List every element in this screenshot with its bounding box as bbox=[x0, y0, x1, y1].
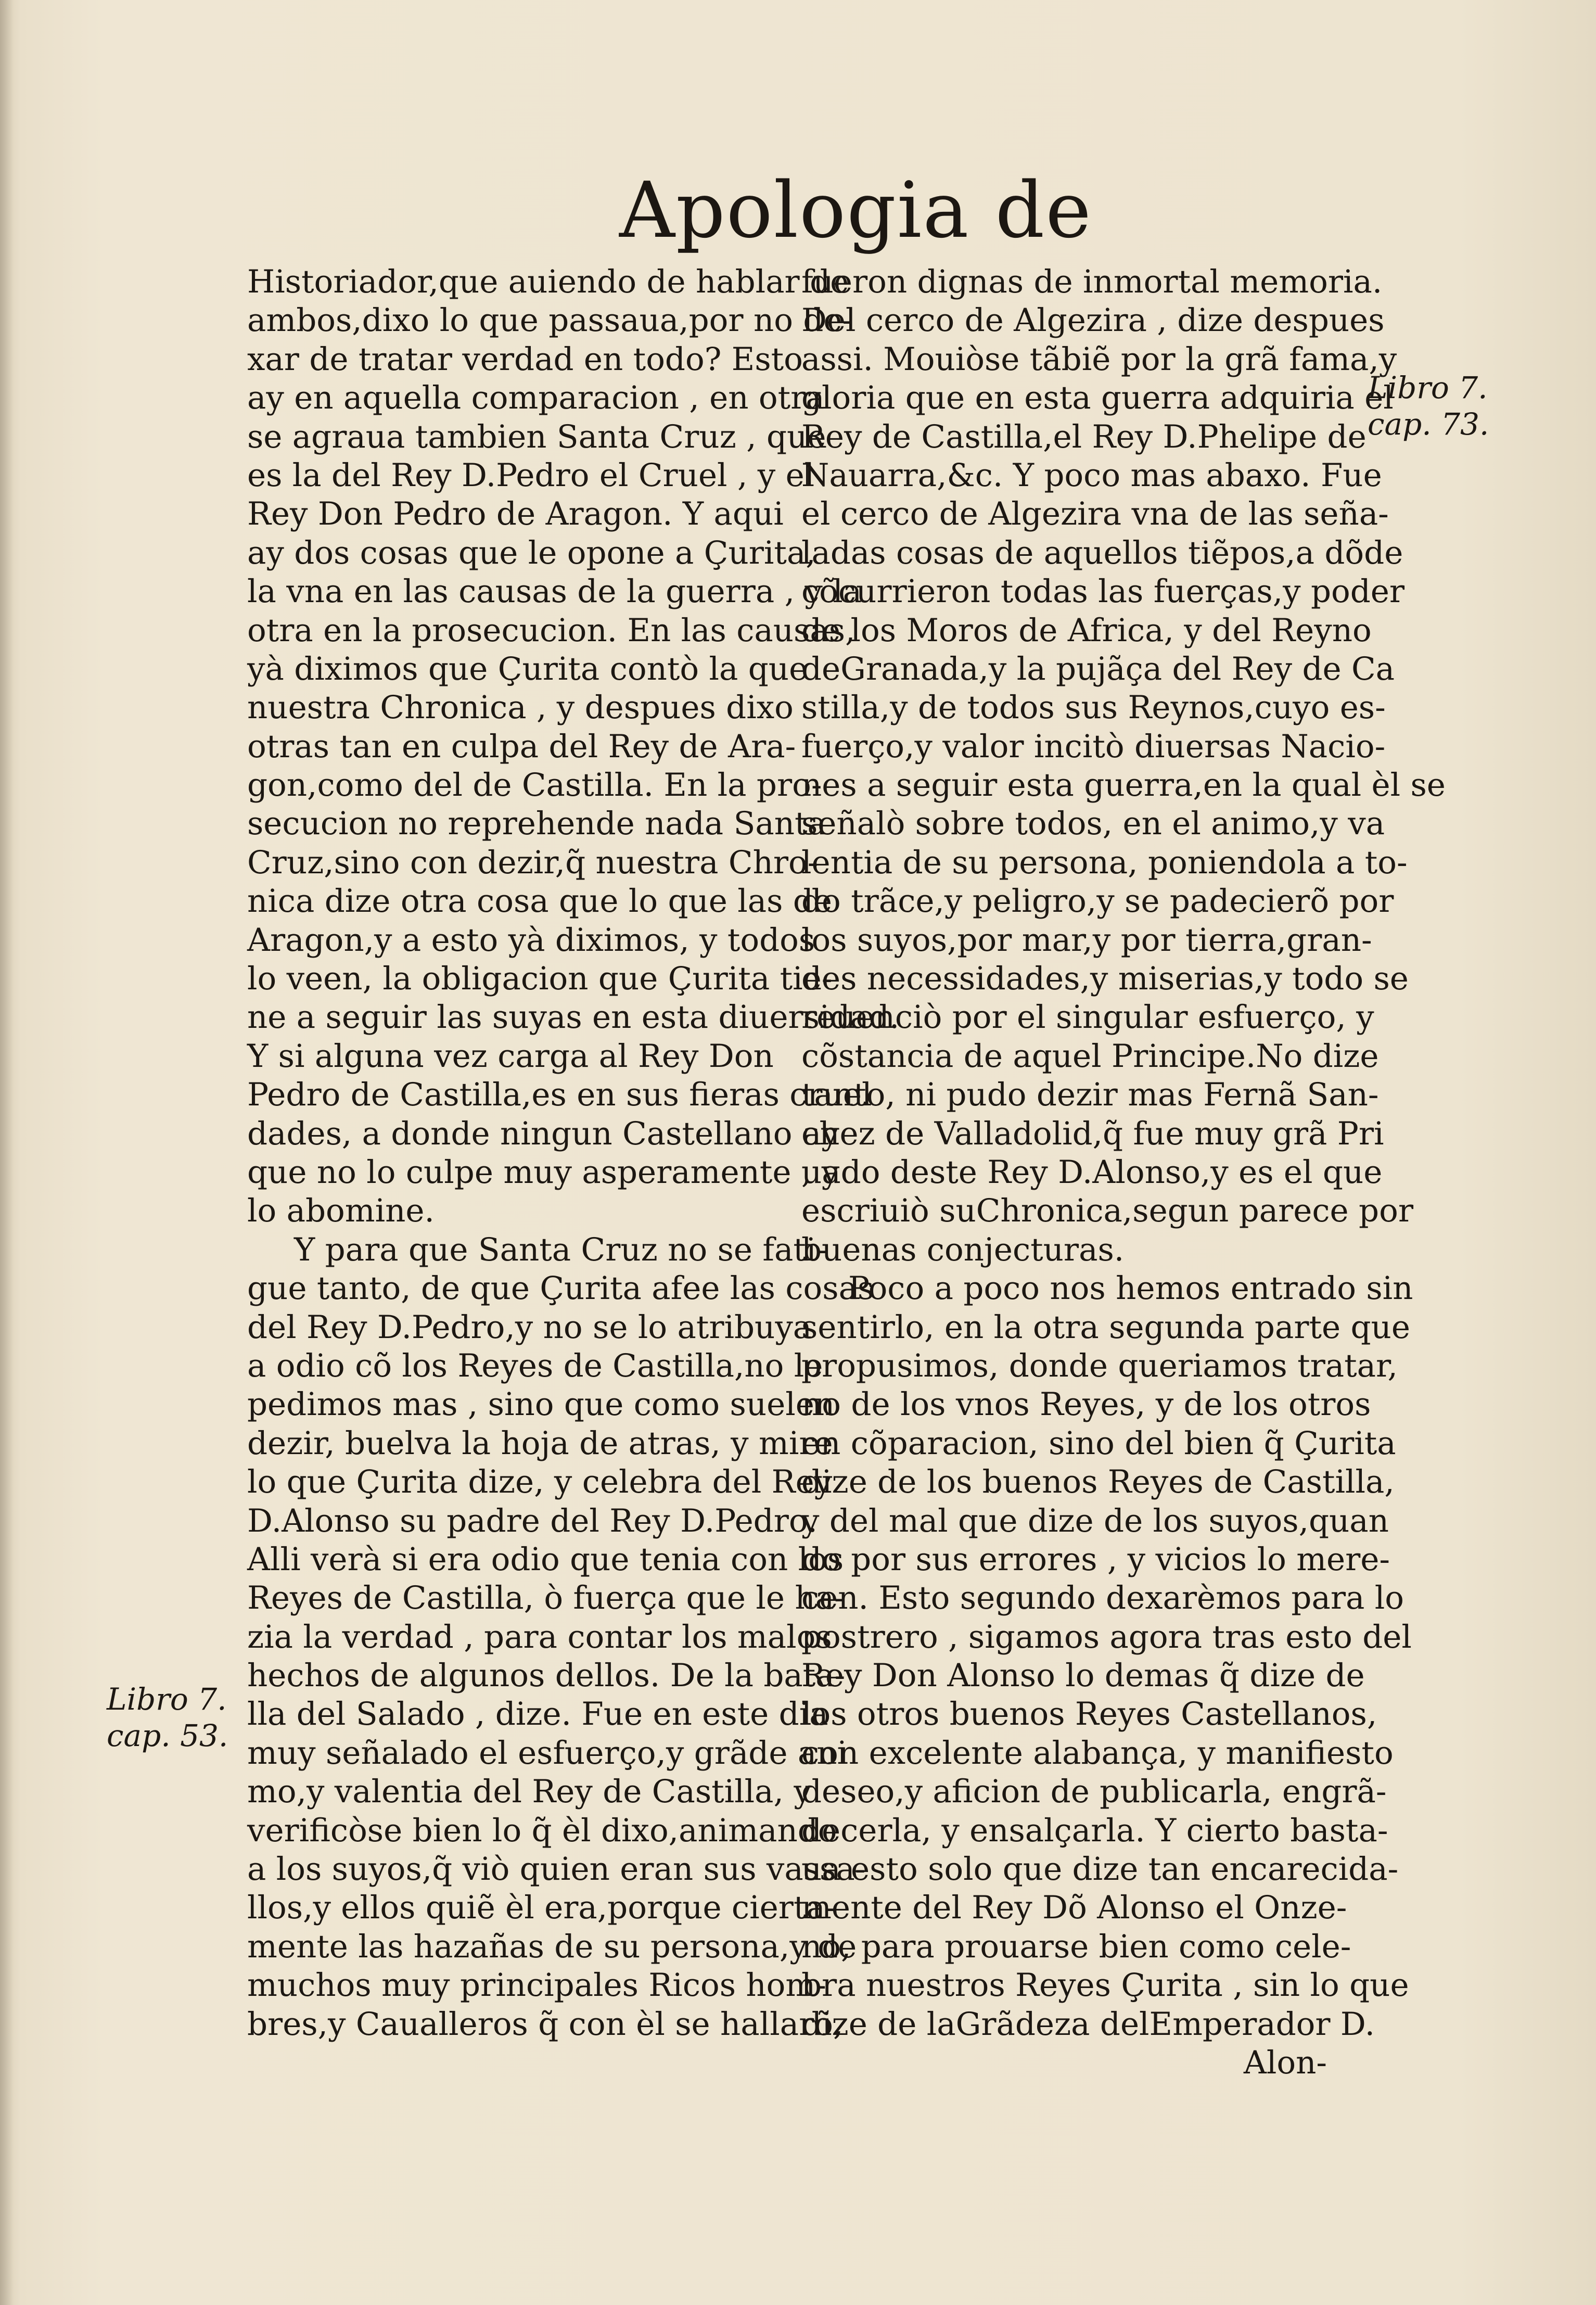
text-line: sentirlo, en la otra segunda parte que bbox=[801, 1308, 1410, 1346]
text-line: cen. Esto segundo dexarèmos para lo bbox=[801, 1580, 1404, 1617]
marginal-note-left-line: Libro 7. bbox=[107, 1682, 227, 1717]
text-line: decerla, y ensalçarla. Y cierto basta- bbox=[801, 1812, 1388, 1849]
text-line: se agraua tambien Santa Cruz , que bbox=[247, 418, 826, 455]
text-line: otras tan en culpa del Rey de Ara- bbox=[247, 728, 796, 765]
text-line: con excelente alabança, y manifiesto bbox=[801, 1734, 1394, 1772]
text-line: llos,y ellos quiẽ èl era,porque cierta- bbox=[247, 1889, 836, 1927]
text-line: bra nuestros Reyes Çurita , sin lo que bbox=[801, 1967, 1409, 2004]
marginal-note-left-line: cap. 53. bbox=[107, 1718, 228, 1753]
text-line: gon,como del de Castilla. En la pro- bbox=[247, 767, 822, 804]
text-line: Y si alguna vez carga al Rey Don bbox=[247, 1037, 774, 1075]
text-line: reuenciò por el singular esfuerço, y bbox=[801, 999, 1374, 1036]
marginal-note-right-line: cap. 73. bbox=[1368, 406, 1489, 442]
text-line: ladas cosas de aquellos tiẽpos,a dõde bbox=[801, 534, 1403, 571]
text-line: deGranada,y la pujãça del Rey de Ca bbox=[801, 650, 1395, 687]
text-line: des necessidades,y miserias,y todo se bbox=[801, 960, 1409, 998]
text-line: postrero , sigamos agora tras esto del bbox=[801, 1618, 1412, 1655]
text-line: no de los vnos Reyes, y de los otros bbox=[801, 1386, 1371, 1423]
text-line: de los Moros de Africa, y del Reyno bbox=[801, 612, 1372, 649]
text-line: assi. Mouiòse tãbiẽ por la grã fama,y bbox=[801, 340, 1397, 378]
text-line: ay en aquella comparacion , en otra bbox=[247, 379, 825, 417]
marginal-note-left bbox=[107, 1681, 228, 1754]
text-line: ne a seguir las suyas en esta diuersidad. bbox=[247, 999, 900, 1036]
text-line: Rey de Castilla,el Rey D.Phelipe de bbox=[801, 418, 1367, 455]
text-line: Y para que Santa Cruz no se fati- bbox=[294, 1231, 827, 1268]
text-line: D.Alonso su padre del Rey D.Pedro. bbox=[247, 1502, 818, 1539]
text-line: Alon- bbox=[1243, 2044, 1327, 2081]
text-line: en cõparacion, sino del bien q̃ Çurita bbox=[801, 1424, 1396, 1462]
text-line: es la del Rey D.Pedro el Cruel , y el bbox=[247, 456, 815, 494]
text-line: Cruz,sino con dezir,q̃ nuestra Chro- bbox=[247, 844, 819, 881]
text-line: mente las hazañas de su persona,y de bbox=[247, 1928, 857, 1965]
text-line: los suyos,por mar,y por tierra,gran- bbox=[801, 921, 1372, 959]
text-line: Alli verà si era odio que tenia con los bbox=[247, 1540, 844, 1578]
text-line: tanto, ni pudo dezir mas Fernã San- bbox=[801, 1076, 1379, 1114]
text-line: dezir, buelva la hoja de atras, y mire bbox=[247, 1424, 833, 1462]
text-line: ambos,dixo lo que passaua,por no de- bbox=[247, 302, 853, 339]
text-line: Reyes de Castilla, ò fuerça que le ha- bbox=[247, 1580, 845, 1617]
text-line: hechos de algunos dellos. De la bata- bbox=[247, 1657, 846, 1695]
text-column-left bbox=[247, 263, 900, 2044]
text-line: Rey Don Pedro de Aragon. Y aqui bbox=[247, 495, 784, 533]
text-line: stilla,y de todos sus Reynos,cuyo es- bbox=[801, 689, 1386, 727]
text-line: dades, a donde ningun Castellano ay bbox=[247, 1115, 839, 1152]
binding-edge-shadow bbox=[0, 0, 14, 2305]
text-line: ua esto solo que dize tan encarecida- bbox=[801, 1851, 1399, 1888]
text-line: Del cerco de Algezira , dize despues bbox=[801, 302, 1385, 339]
text-line: pedimos mas , sino que como suelen bbox=[247, 1386, 835, 1423]
text-line: ay dos cosas que le opone a Çurita, bbox=[247, 534, 816, 571]
text-line: chez de Valladolid,q̃ fue muy grã Pri bbox=[801, 1115, 1384, 1152]
text-line: xar de tratar verdad en todo? Esto bbox=[247, 340, 803, 378]
text-line: uado deste Rey D.Alonso,y es el que bbox=[801, 1153, 1383, 1191]
text-line: y del mal que dize de los suyos,quan bbox=[801, 1502, 1389, 1539]
text-line: señalò sobre todos, en el animo,y va bbox=[801, 805, 1385, 843]
text-line: nuestra Chronica , y despues dixo bbox=[247, 689, 794, 727]
text-line: a odio cõ los Reyes de Castilla,no le bbox=[247, 1347, 823, 1384]
text-line: gue tanto, de que Çurita afee las cosas bbox=[247, 1270, 874, 1307]
text-line: cõcurrieron todas las fuerças,y poder bbox=[801, 573, 1405, 610]
text-line: dize de laGrãdeza delEmperador D. bbox=[801, 2005, 1375, 2043]
text-line: lo que Çurita dize, y celebra del Rey bbox=[247, 1463, 833, 1501]
text-line: muy señalado el esfuerço,y grãde ani bbox=[247, 1734, 848, 1772]
text-line: Poco a poco nos hemos entrado sin bbox=[848, 1270, 1413, 1307]
text-line: cõstancia de aquel Principe.No dize bbox=[801, 1037, 1379, 1075]
text-line: mo,y valentia del Rey de Castilla, y bbox=[247, 1773, 812, 1811]
text-line: fueron dignas de inmortal memoria. bbox=[801, 263, 1383, 300]
text-line: buenas conjecturas. bbox=[801, 1231, 1125, 1268]
running-head: Apologia de bbox=[619, 165, 1092, 255]
text-line: propusimos, donde queriamos tratar, bbox=[801, 1347, 1398, 1384]
text-line: Pedro de Castilla,es en sus fieras cruel bbox=[247, 1076, 872, 1114]
text-line: escriuiò suChronica,segun parece por bbox=[801, 1192, 1413, 1230]
text-line: nica dize otra cosa que lo que las de bbox=[247, 883, 833, 920]
text-line: do por sus errores , y vicios lo mere- bbox=[801, 1540, 1390, 1578]
text-line: Nauarra,&c. Y poco mas abaxo. Fue bbox=[801, 456, 1382, 494]
text-line: que no lo culpe muy asperamente , y bbox=[247, 1153, 840, 1191]
text-line: a los suyos,q̃ viò quien eran sus vassa- bbox=[247, 1851, 866, 1888]
text-line: do trãce,y peligro,y se padecierõ por bbox=[801, 883, 1394, 920]
text-line: los otros buenos Reyes Castellanos, bbox=[801, 1696, 1377, 1733]
text-line: muchos muy principales Ricos hom- bbox=[247, 1967, 826, 2004]
text-line: lo veen, la obligacion que Çurita tie- bbox=[247, 960, 833, 998]
text-line: no, para prouarse bien como cele- bbox=[801, 1928, 1351, 1965]
text-line: nes a seguir esta guerra,en la qual èl se bbox=[801, 767, 1446, 804]
text-line: bres,y Caualleros q̃ con èl se hallarõ, bbox=[247, 2005, 844, 2043]
marginal-note-right-line: Libro 7. bbox=[1368, 370, 1488, 405]
text-line: Aragon,y a esto yà diximos, y todos bbox=[247, 921, 815, 959]
text-line: lo abomine. bbox=[247, 1192, 435, 1230]
text-line: otra en la prosecucion. En las causas, bbox=[247, 612, 856, 649]
text-line: lentia de su persona, poniendola a to- bbox=[801, 844, 1408, 881]
text-line: fuerço,y valor incitò diuersas Nacio- bbox=[801, 728, 1386, 765]
text-line: Historiador,que auiendo de hablar de bbox=[247, 263, 849, 300]
text-line: Rey Don Alonso lo demas q̃ dize de bbox=[801, 1657, 1365, 1695]
text-line: la vna en las causas de la guerra , y la bbox=[247, 573, 862, 610]
text-line: lla del Salado , dize. Fue en este dia bbox=[247, 1696, 828, 1733]
text-line: zia la verdad , para contar los malos bbox=[247, 1618, 832, 1655]
text-line: dize de los buenos Reyes de Castilla, bbox=[801, 1463, 1395, 1501]
text-line: verificòse bien lo q̃ èl dixo,animando bbox=[247, 1812, 837, 1849]
text-line: deseo,y aficion de publicarla, engrã- bbox=[801, 1773, 1387, 1811]
text-line: secucion no reprehende nada Santa bbox=[247, 805, 826, 843]
text-line: yà diximos que Çurita contò la que bbox=[247, 650, 808, 687]
text-line: gloria que en esta guerra adquiria el bbox=[801, 379, 1394, 417]
text-line: el cerco de Algezira vna de las seña- bbox=[801, 495, 1389, 533]
text-line: del Rey D.Pedro,y no se lo atribuya bbox=[247, 1308, 812, 1346]
text-line: mente del Rey Dõ Alonso el Onze- bbox=[801, 1889, 1347, 1927]
